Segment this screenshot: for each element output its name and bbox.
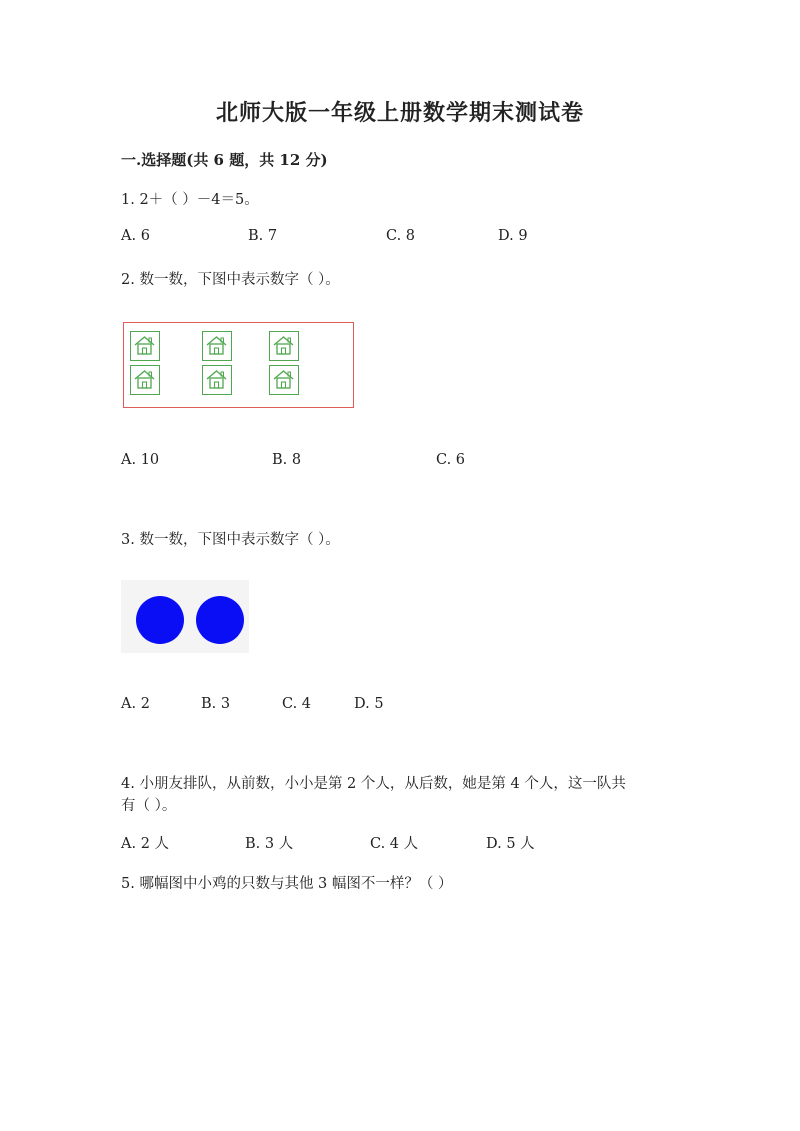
question-1-option-c: C. 8 [386, 228, 416, 244]
question-4-option-b: B. 3 人 [245, 836, 294, 852]
question-2-option-b: B. 8 [272, 452, 302, 468]
question-3-option-a: A. 2 [121, 696, 150, 712]
dot [196, 596, 244, 644]
section-heading: 一.选择题(共 6 题，共 12 分) [121, 151, 328, 169]
question-4-option-d: D. 5 人 [486, 836, 535, 852]
houses-figure [123, 322, 354, 408]
question-2-option-c: C. 6 [436, 452, 466, 468]
question-5-stem: 5. 哪幅图中小鸡的只数与其他 3 幅图不一样？（ ） [121, 876, 453, 892]
question-4-stem-line-1: 4. 小朋友排队，从前数，小小是第 2 个人，从后数，她是第 4 个人，这一队共 [121, 776, 626, 792]
question-2-stem: 2. 数一数，下图中表示数字（ ）。 [121, 272, 340, 288]
question-1-option-d: D. 9 [498, 228, 528, 244]
question-3-stem: 3. 数一数，下图中表示数字（ ）。 [121, 532, 340, 548]
page-title: 北师大版一年级上册数学期末测试卷 [215, 100, 584, 126]
house-icon [202, 331, 232, 361]
question-4-option-a: A. 2 人 [121, 836, 170, 852]
question-3-option-c: C. 4 [282, 696, 312, 712]
dot [136, 596, 184, 644]
house-icon [269, 365, 299, 395]
question-1-option-b: B. 7 [248, 228, 278, 244]
question-1-stem: 1. 2＋（ ）－4＝5。 [121, 192, 259, 208]
question-3-option-d: D. 5 [354, 696, 384, 712]
question-3-option-b: B. 3 [201, 696, 231, 712]
question-4-option-c: C. 4 人 [370, 836, 419, 852]
house-icon [130, 365, 160, 395]
dots-figure [121, 580, 249, 653]
house-icon [130, 331, 160, 361]
house-icon [202, 365, 232, 395]
house-icon [269, 331, 299, 361]
question-1-option-a: A. 6 [121, 228, 150, 244]
question-4-stem-line-2: 有（ ）。 [121, 798, 177, 814]
question-2-option-a: A. 10 [121, 452, 160, 468]
